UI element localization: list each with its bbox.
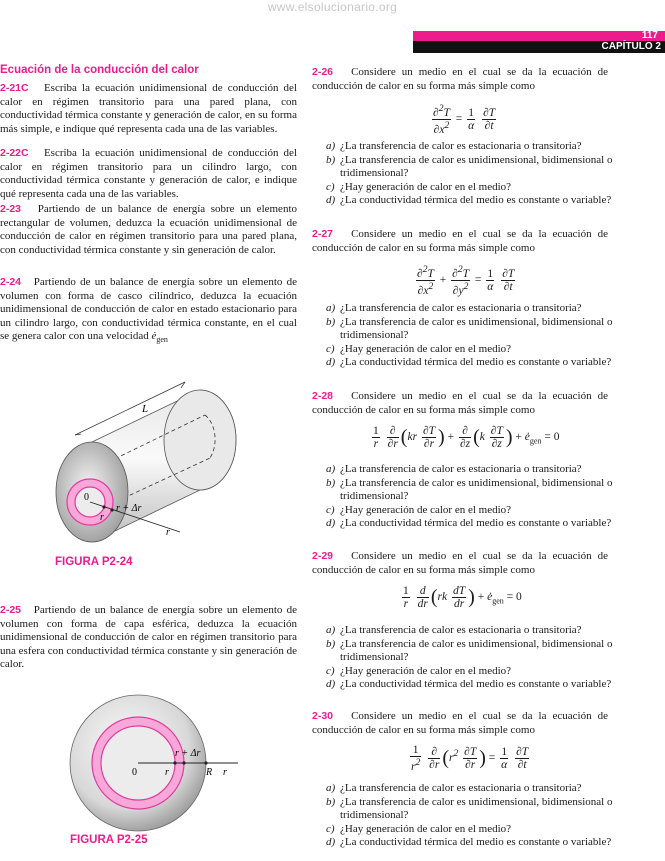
figure-p2-24-caption: FIGURA P2-24 bbox=[55, 556, 133, 568]
problem-2-28 bbox=[312, 390, 608, 417]
label-r: r bbox=[165, 767, 169, 778]
problem-text: Partiendo de un balance de energía sobre un elemento rectangular de volumen, deduzca la ecuación unidimensional de conducción de calor en régimen transitorio para una pared plana, con conductividad térmica constante y sin generación de calor. bbox=[0, 203, 297, 256]
item-label: b) bbox=[326, 476, 336, 489]
questions-2-28 bbox=[326, 463, 626, 531]
item-label: a) bbox=[326, 140, 336, 152]
question-c: ¿Hay generación de calor en el medio? bbox=[340, 503, 512, 516]
label-origin: 0 bbox=[132, 767, 137, 778]
question-d: ¿La conductividad térmica del medio es constante o variable? bbox=[340, 836, 612, 848]
problem-number: 2-30 bbox=[312, 710, 334, 722]
item-label: b) bbox=[326, 315, 336, 328]
problem-text: Considere un medio en el cual se da la ecuación de conducción de calor en su forma más simple como bbox=[312, 228, 608, 254]
problem-number: 2-27 bbox=[312, 228, 334, 240]
equation-2-28: $\frac{1}{r}$ $\frac{\partial}{\partial r}$ (kr $\frac{\partial T}{\partial r}$ ) + $\frac{\partial}{\partial z}$ (k $\frac{\partial T}{\partial z}$ ) + $ė_{gen} = 0$ bbox=[373, 425, 560, 450]
question-d: ¿La conductividad térmica del medio es constante o variable? bbox=[340, 194, 612, 206]
problem-text: Considere un medio en el cual se da la ecuación de conducción de calor en su forma más simple como bbox=[312, 550, 608, 576]
question-a: ¿La transferencia de calor es estacionaria o transitoria? bbox=[340, 302, 582, 314]
section-title: Ecuación de la conducción del calor bbox=[0, 64, 199, 76]
problem-text: Partiendo de un balance de energía sobre un elemento de volumen con forma de capa esférica, deduzca la ecuación unidimensional de conducción de calor en régimen transitorio para una esfera con conductividad térmica constante y sin generación de calor. bbox=[0, 604, 298, 670]
question-c: ¿Hay generación de calor en el medio? bbox=[340, 180, 512, 193]
question-b: ¿La transferencia de calor es unidimensional, bidimensional o tridimensional? bbox=[340, 153, 613, 179]
question-d: ¿La conductividad térmica del medio es constante o variable? bbox=[340, 678, 612, 690]
problem-2-24 bbox=[0, 276, 297, 347]
question-a: ¿La transferencia de calor es estacionaria o transitoria? bbox=[340, 782, 582, 794]
question-c: ¿Hay generación de calor en el medio? bbox=[340, 664, 512, 677]
item-label: d) bbox=[326, 517, 336, 529]
questions-2-29 bbox=[326, 624, 626, 692]
problem-2-22c bbox=[0, 147, 297, 201]
question-b: ¿La transferencia de calor es unidimensional, bidimensional o tridimensional? bbox=[340, 795, 613, 821]
chapter-label: CAPÍTULO 2 bbox=[601, 41, 661, 52]
item-label: a) bbox=[326, 782, 336, 794]
problem-text: Considere un medio en el cual se da la ecuación de conducción de calor en su forma más simple como bbox=[312, 710, 608, 736]
problem-2-29 bbox=[312, 550, 608, 577]
problem-number: 2-21C bbox=[0, 82, 29, 94]
item-label: d) bbox=[326, 836, 336, 848]
questions-2-30 bbox=[326, 782, 626, 850]
item-label: d) bbox=[326, 356, 336, 368]
watermark: www.elsolucionario.org bbox=[267, 0, 398, 14]
problem-text: Partiendo de un balance de energía sobre un elemento de volumen con forma de casco cilíndrico, deduzca la ecuación unidimensional de conducción de calor en estado estacionario para un cilindro largo, con conductividad térmica constante, en el cual se genera calor con una velocidad bbox=[0, 276, 298, 342]
egen-symbol: ė bbox=[151, 330, 157, 342]
problem-2-23 bbox=[0, 203, 297, 257]
problem-number: 2-23 bbox=[0, 203, 22, 215]
item-label: d) bbox=[326, 194, 336, 206]
problem-text: Escriba la ecuación unidimensional de conducción del calor en régimen transitorio para un cilindro largo, con conductividad térmica constante y generación de calor, e indique qué representa cada una de las variables. bbox=[0, 147, 297, 200]
item-label: d) bbox=[326, 678, 336, 690]
problem-number: 2-26 bbox=[312, 66, 334, 78]
item-label: a) bbox=[326, 463, 336, 475]
question-d: ¿La conductividad térmica del medio es constante o variable? bbox=[340, 356, 612, 368]
label-origin: 0 bbox=[84, 492, 89, 503]
question-a: ¿La transferencia de calor es estacionaria o transitoria? bbox=[340, 463, 582, 475]
problem-number: 2-24 bbox=[0, 276, 22, 288]
label-r-axis: r bbox=[223, 767, 227, 778]
question-c: ¿Hay generación de calor en el medio? bbox=[340, 822, 512, 835]
problem-number: 2-25 bbox=[0, 604, 22, 616]
item-label: b) bbox=[326, 795, 336, 808]
page-number: 117 bbox=[641, 30, 658, 41]
problem-number: 2-28 bbox=[312, 390, 334, 402]
label-r-plus-dr: r + Δr bbox=[116, 503, 142, 514]
label-R: R bbox=[206, 767, 213, 778]
item-label: c) bbox=[326, 342, 335, 355]
label-r-plus-dr: r + Δr bbox=[175, 748, 201, 759]
equation-2-30: $\frac{1}{r^2}$ $\frac{\partial}{\partial r}$ ($r^2$ $\frac{\partial T}{\partial r}$ ) = $\frac{1}{\alpha}$ $\frac{\partial T}{\partial t}$ bbox=[411, 744, 529, 773]
item-label: c) bbox=[326, 180, 335, 193]
problem-text: Escriba la ecuación unidimensional de conducción del calor en régimen transitorio para una pared plana, con conductividad térmica constante y generación de calor, en su forma más simple, e indique qué representa cada una de las variables. bbox=[0, 82, 297, 135]
item-label: c) bbox=[326, 822, 335, 835]
problem-number: 2-29 bbox=[312, 550, 334, 562]
figure-p2-25-caption: FIGURA P2-25 bbox=[70, 834, 148, 846]
item-label: b) bbox=[326, 637, 336, 650]
question-a: ¿La transferencia de calor es estacionaria o transitoria? bbox=[340, 624, 582, 636]
item-label: c) bbox=[326, 503, 335, 516]
item-label: a) bbox=[326, 624, 336, 636]
questions-2-27 bbox=[326, 302, 626, 370]
question-b: ¿La transferencia de calor es unidimensional, bidimensional o tridimensional? bbox=[340, 637, 613, 663]
questions-2-26 bbox=[326, 140, 626, 208]
question-c: ¿Hay generación de calor en el medio? bbox=[340, 342, 512, 355]
question-b: ¿La transferencia de calor es unidimensional, bidimensional o tridimensional? bbox=[340, 315, 613, 341]
item-label: a) bbox=[326, 302, 336, 314]
problem-text: Considere un medio en el cual se da la ecuación de conducción de calor en su forma más simple como bbox=[312, 390, 608, 416]
problem-text: Considere un medio en el cual se da la ecuación de conducción de calor en su forma más simple como bbox=[312, 66, 608, 92]
question-d: ¿La conductividad térmica del medio es constante o variable? bbox=[340, 517, 612, 529]
question-a: ¿La transferencia de calor es estacionaria o transitoria? bbox=[340, 140, 582, 152]
problem-2-30 bbox=[312, 710, 608, 737]
problem-2-27 bbox=[312, 228, 608, 255]
item-label: b) bbox=[326, 153, 336, 166]
equation-2-27: $\frac{\partial^2T}{\partial x^2}$ + $\frac{\partial^2T}{\partial y^2}$ = $\frac{1}{\alpha}$ $\frac{\partial T}{\partial t}$ bbox=[417, 264, 515, 297]
label-r-axis: r bbox=[166, 527, 170, 538]
figure-p2-25-sphere bbox=[68, 693, 243, 833]
equation-2-26: $\frac{\partial^2T}{\partial x^2}$ = $\frac{1}{\alpha}$ $\frac{\partial T}{\partial t}$ bbox=[433, 103, 496, 136]
question-b: ¿La transferencia de calor es unidimensional, bidimensional o tridimensional? bbox=[340, 476, 613, 502]
label-r: r bbox=[100, 512, 104, 523]
figure-p2-24-cylinder bbox=[40, 370, 260, 555]
problem-2-25 bbox=[0, 604, 297, 672]
item-label: c) bbox=[326, 664, 335, 677]
egen-subscript: gen bbox=[156, 335, 168, 345]
problem-2-21c bbox=[0, 82, 297, 136]
equation-2-29: $\frac{1}{r}$ $\frac{d}{dr}$ (rk $\frac{dT}{dr}$ ) + $ė_{gen} = 0$ bbox=[403, 585, 522, 610]
label-L: L bbox=[142, 403, 149, 415]
problem-number: 2-22C bbox=[0, 147, 29, 159]
problem-2-26 bbox=[312, 66, 608, 93]
